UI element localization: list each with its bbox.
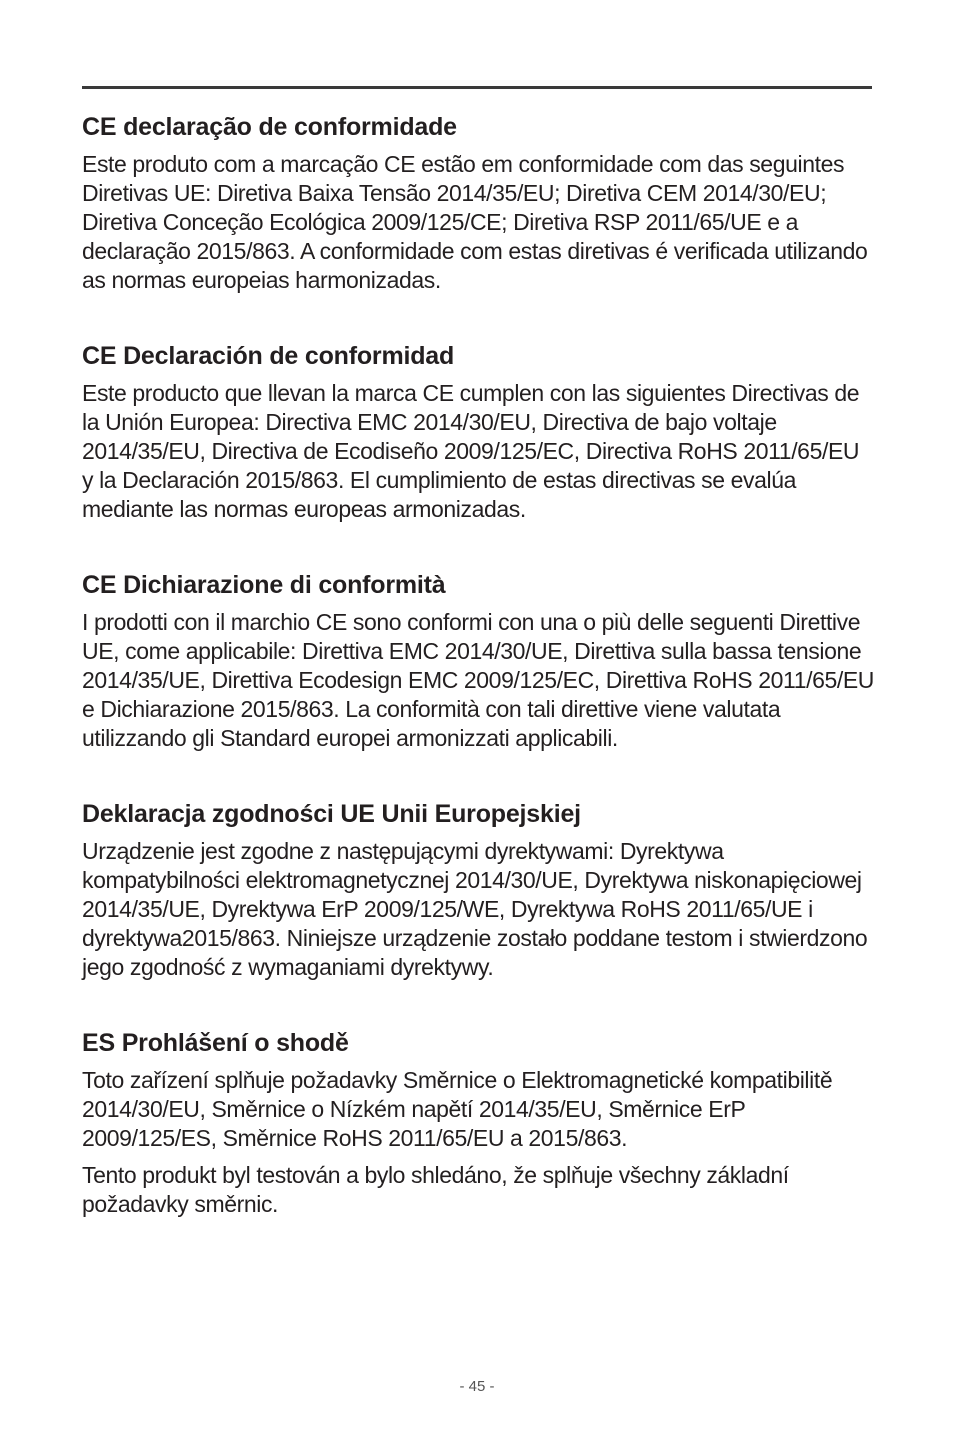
section-paragraph: Toto zařízení splňuje požadavky Směrnice o Elektromagnetické kompatibilitě 2014/30/EU, Směrnice o Nízkém napětí 2014/35/EU, Směrnice ErP 2009/125/ES, Směrnice RoHS 2011/65/EU a 2015/863. [82, 1067, 833, 1151]
section-paragraph: Este producto que llevan la marca CE cumplen con las siguientes Directivas de la Unión Europea: Directiva EMC 2014/30/EU, Directiva de bajo voltaje 2014/35/EU, Directiva de Ecodiseño 2009/125/EC, Directiva RoHS 2011/65/EU y la Declaración 2015/863. El cumplimiento de estas directivas se evalúa mediante las normas europeas armonizadas. [82, 380, 860, 522]
top-divider [82, 86, 872, 89]
page-number: - 45 - [459, 1378, 495, 1395]
document-body [82, 110, 874, 1263]
section-czech [82, 1026, 874, 1219]
section-paragraph: Urządzenie jest zgodne z następującymi dyrektywami: Dyrektywa kompatybilności elektromagnetycznej 2014/30/UE, Dyrektywa niskonapięciowej 2014/35/UE, Dyrektywa ErP 2009/125/WE, Dyrektywa RoHS 2011/65/UE i dyrektywa2015/863. Niniejsze urządzenie zostało poddane testom i stwierdzono jego zgodność z wymaganiami dyrektywy. [82, 838, 868, 980]
section-heading: CE declaração de conformidade [82, 113, 457, 141]
section-heading: Deklaracja zgodności UE Unii Europejskiej [82, 800, 581, 828]
section-polish [82, 797, 874, 982]
section-italian [82, 568, 874, 753]
section-paragraph: I prodotti con il marchio CE sono conformi con una o più delle seguenti Direttive UE, come applicabile: Direttiva EMC 2014/30/UE, Direttiva sulla bassa tensione 2014/35/UE, Direttiva Ecodesign EMC 2009/125/EC, Direttiva RoHS 2011/65/EU e Dichiarazione 2015/863. La conformità con tali direttive viene valutata utilizzando gli Standard europei armonizzati applicabili. [82, 609, 875, 751]
section-heading: CE Declaración de conformidad [82, 342, 455, 370]
section-portuguese [82, 110, 874, 295]
section-paragraph: Este produto com a marcação CE estão em conformidade com das seguintes Diretivas UE: Diretiva Baixa Tensão 2014/35/EU; Diretiva CEM 2014/30/EU; Diretiva Conceção Ecológica 2009/125/CE; Diretiva RSP 2011/65/UE e a declaração 2015/863. A conformidade com estas diretivas é verificada utilizando as normas europeias harmonizadas. [82, 151, 868, 293]
section-spanish [82, 339, 874, 524]
section-paragraph: Tento produkt byl testován a bylo shledáno, že splňuje všechny základní požadavky směrnic. [82, 1162, 789, 1217]
section-heading: CE Dichiarazione di conformità [82, 571, 446, 599]
section-heading: ES Prohlášení o shodě [82, 1029, 349, 1057]
